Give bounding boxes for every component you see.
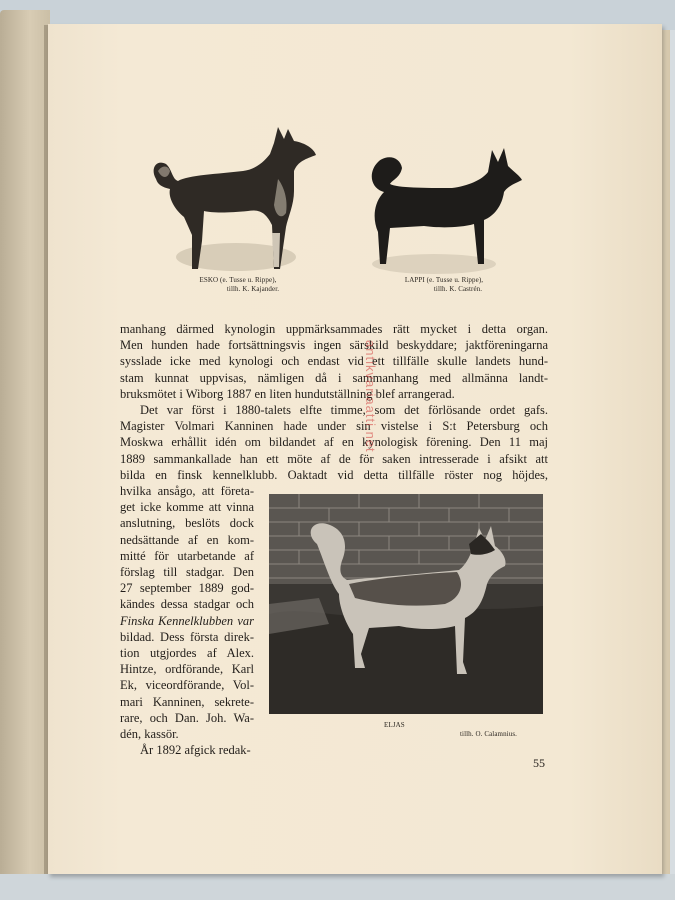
text-line: kändes dessa stadgar och [120,597,254,612]
eljas-caption-owner: tillh. O. Calamnius. [460,730,518,738]
text-line: Finska Kennelklubben var [120,613,254,628]
esko-caption [148,276,328,294]
text-line: förslag till stadgar. Den [120,565,254,580]
esko-caption-line1: ESKO (e. Tusse u. Rippe), [199,276,277,284]
text-line: bruksmötet i Wiborg 1887 en liten hundutställning blef arrangerad. [120,386,455,401]
body-text-upper [120,321,548,483]
text-line: mari Kanninen, sekrete- [120,694,254,709]
text-line: År 1892 afgick redak- [140,743,251,758]
esko-dog-photo [148,109,328,279]
lappi-caption-line1: LAPPI (e. Tusse u. Rippe), [404,276,484,284]
text-line: 27 september 1889 god- [120,581,254,596]
text-line: get icke komme att vinna [120,500,254,515]
text-line: dén, kassör. [120,727,179,742]
background-bottom [0,874,675,900]
text-line: Hintze, ordförande, Karl [120,662,254,677]
eljas-dog-photo [269,494,543,714]
text-line: sysslade icke med kynologi och endast vid ett tillfälle skulle landets hund- [120,354,548,369]
text-line: Men hunden hade fortsättningsvis ingen särskild beskyddare; jaktföreningarna [120,338,548,353]
page-number: 55 [533,756,545,770]
lappi-caption-line2: tillh. K. Castrén. [433,285,483,293]
book-page [48,24,662,874]
text-line: anslutning, beslöts dock [120,516,254,531]
text-line: bildad. Dess första direk- [120,629,254,644]
text-line: tion utgjordes af Alex. [120,646,254,661]
esko-caption-line2: tillh. K. Kajander. [226,285,280,293]
text-line: nedsättande af en kom- [120,532,254,547]
text-line: Ek, viceordförande, Vol- [120,678,254,693]
text-line: Moskwa erhållit idén om bildandet af en kynologisk förening. Den 11 maj [120,435,548,450]
lappi-dog-photo [364,136,524,276]
text-line: 1889 sammankallade han ett möte af de för saken intresserade i afsikt att [120,451,548,466]
text-line: mitté för utarbetande af [120,548,254,563]
text-line: manhang därmed kynologin uppmärksammades rätt mycket i detta organ. [120,322,548,336]
text-line: stam kunnat uppvisas, nämligen då i sammanhang med allmänna landt- [120,370,548,385]
text-line: rare, och Dan. Joh. Wa- [120,710,254,725]
lappi-caption [364,276,524,294]
body-text-narrow [120,483,254,758]
text-line: hvilka ansågo, att företa- [120,484,254,498]
text-line: Det var först i 1880-talets elfte timme, som det förlösande ordet gafs. [140,403,548,418]
book-cover-edge [0,10,50,880]
watermark-text: antikvariaatti.net [363,340,378,453]
eljas-caption-name: ELJAS [384,721,405,729]
text-line: Magister Volmari Kanninen hade under sin vistelse i S:t Petersburg och [120,419,548,434]
text-line: bilda en finsk kennelklubb. Oaktadt vid detta tillfälle röster nog höjdes, [120,467,548,482]
